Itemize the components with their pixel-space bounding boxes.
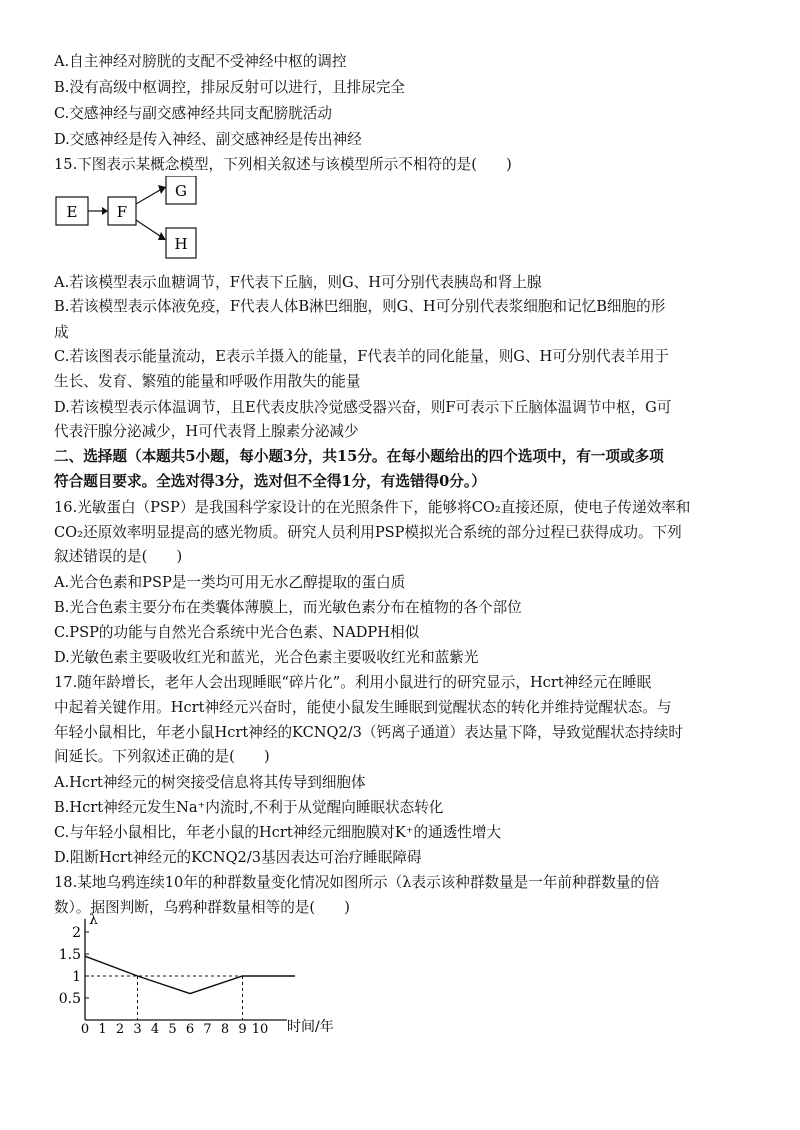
x-tick-label: 9: [238, 1022, 247, 1037]
q16-option-c: C.PSP的功能与自然光合系统中光合色素、NADPH相似: [54, 624, 420, 641]
chart-axes: [85, 919, 287, 1020]
arrow-f-h: [136, 220, 160, 236]
y-tick-label: 2: [72, 925, 81, 941]
q17-option-a: A.Hcrt神经元的树突接受信息将其传导到细胞体: [54, 774, 366, 791]
label-f: F: [116, 203, 128, 221]
y-tick-label: 0.5: [58, 991, 81, 1007]
y-tick-label: 1: [72, 969, 81, 985]
q16-stem-3: 叙述错误的是( ): [54, 548, 183, 565]
q15-option-a: A.若该模型表示血糖调节，F代表下丘脑，则G、H可分别代表胰岛和肾上腺: [54, 274, 542, 291]
x-tick-label: 5: [168, 1022, 177, 1037]
section-2-heading: 二、选择题（本题共5小题，每小题3分，共15分。在每小题给出的四个选项中，有一项或多项: [54, 448, 664, 465]
x-tick-label: 2: [115, 1022, 125, 1037]
q16-option-b: B.光合色素主要分布在类囊体薄膜上，而光敏色素分布在植物的各个部位: [54, 599, 522, 616]
arrow-f-g: [136, 190, 160, 204]
concept-model-diagram: [54, 176, 214, 266]
x-tick-label: 8: [220, 1022, 230, 1037]
q15-option-c-cont: 生长、发育、繁殖的能量和呼吸作用散失的能量: [54, 373, 361, 390]
q17-stem-3: 年轻小鼠相比，年老小鼠Hcrt神经的KCNQ2/3（钙离子通道）表达量下降，导致觉醒状态持续时: [54, 724, 684, 741]
q17-option-c: C.与年轻小鼠相比，年老小鼠的Hcrt神经元细胞膜对K⁺的通透性增大: [54, 824, 502, 841]
q15-option-d: D.若该模型表示体温调节，且E代表皮肤冷觉感受器兴奋，则F可表示下丘脑体温调节中枢，G可: [54, 399, 672, 416]
q16-option-a: A.光合色素和PSP是一类均可用无水乙醇提取的蛋白质: [54, 574, 406, 591]
y-axis-label: λ: [89, 912, 98, 928]
arrowhead-e-f: [102, 207, 108, 215]
q15-stem: 15.下图表示某概念模型，下列相关叙述与该模型所示不相符的是( ): [54, 156, 512, 173]
q16-stem-1: 16.光敏蛋白（PSP）是我国科学家设计的在光照条件下，能够将CO₂直接还原，使电子传递效率和: [54, 499, 691, 516]
q17-option-d: D.阻断Hcrt神经元的KCNQ2/3基因表达可治疗睡眠障碍: [54, 849, 422, 866]
label-e: E: [66, 203, 78, 221]
q17-stem-2: 中起着关键作用。Hcrt神经元兴奋时，能使小鼠发生睡眠到觉醒状态的转化并维持觉醒状态。与: [54, 699, 672, 716]
y-tick-label: 1.5: [58, 947, 81, 963]
q17-option-b: B.Hcrt神经元发生Na⁺内流时,不利于从觉醒向睡眠状态转化: [54, 799, 444, 816]
arrowhead-f-g: [158, 185, 166, 194]
chart-series: [85, 956, 295, 993]
label-g: G: [175, 182, 187, 200]
x-tick-label: 7: [203, 1022, 212, 1037]
q18-stem-2: 数）。据图判断，乌鸦种群数量相等的是( ): [54, 899, 350, 916]
q18-stem-1: 18.某地乌鸦连续10年的种群数量变化情况如图所示（λ表示该种群数量是一年前种群数量的倍: [54, 874, 660, 891]
q14-option-a: A.自主神经对膀胱的支配不受神经中枢的调控: [54, 53, 347, 70]
q15-option-b-cont: 成: [54, 324, 69, 341]
q14-option-b: B.没有高级中枢调控，排尿反射可以进行，且排尿完全: [54, 79, 406, 96]
q14-option-c: C.交感神经与副交感神经共同支配膀胱活动: [54, 105, 332, 122]
x-tick-label: 10: [251, 1022, 269, 1037]
q16-stem-2: CO₂还原效率明显提高的感光物质。研究人员利用PSP模拟光合系统的部分过程已获得成功。下列: [54, 524, 682, 541]
q17-stem-4: 间延长。下列叙述正确的是( ): [54, 748, 270, 765]
x-tick-label: 3: [133, 1022, 142, 1037]
x-tick-label: 0: [80, 1022, 90, 1037]
lambda-series-line: [85, 956, 295, 993]
x-tick-label: 6: [185, 1022, 195, 1037]
x-tick-label: 4: [150, 1022, 160, 1037]
section-2-heading-cont: 符合题目要求。全选对得3分，选对但不全得1分，有选错得0分。）: [54, 473, 486, 490]
label-h: H: [174, 235, 188, 253]
x-tick-label: 1: [98, 1022, 107, 1037]
x-axis-label: 时间/年: [287, 1019, 334, 1035]
q15-option-b: B.若该模型表示体液免疫，F代表人体B淋巴细胞，则G、H可分别代表浆细胞和记忆B细胞的形: [54, 298, 666, 315]
q17-stem-1: 17.随年龄增长，老年人会出现睡眠“碎片化”。利用小鼠进行的研究显示，Hcrt神经元在睡眠: [54, 674, 652, 691]
q16-option-d: D.光敏色素主要吸收红光和蓝光，光合色素主要吸收红光和蓝紫光: [54, 649, 479, 666]
q15-option-c: C.若该图表示能量流动，E表示羊摄入的能量，F代表羊的同化能量，则G、H可分别代表羊用于: [54, 348, 670, 365]
q14-option-d: D.交感神经是传入神经、副交感神经是传出神经: [54, 131, 362, 148]
lambda-line-chart: [55, 910, 355, 1040]
q15-option-d-cont: 代表汗腺分泌减少，H可代表肾上腺素分泌减少: [54, 423, 359, 440]
chart-reference-lines: [85, 976, 243, 1020]
